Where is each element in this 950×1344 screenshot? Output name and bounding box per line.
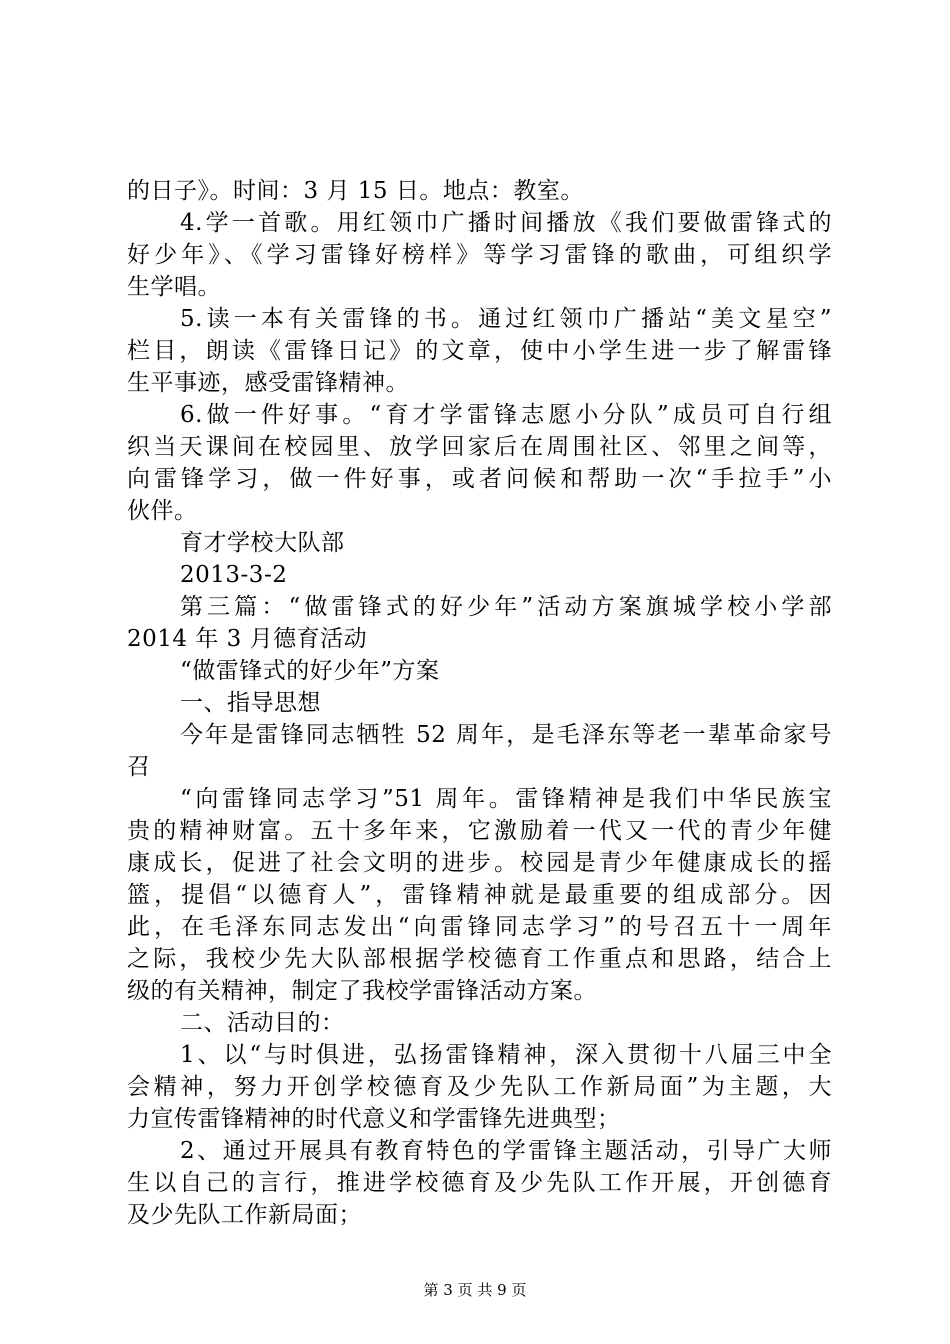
- text-line: 2014 年 3 月德育活动: [127, 626, 368, 652]
- text-line: 生平事迹，感受雷锋精神。: [127, 370, 409, 396]
- text-line: 生学唱。: [127, 274, 221, 300]
- text-line: 栏目，朗读《雷锋日记》的文章，使中小学生进一步了解雷锋: [127, 338, 832, 364]
- text-line: 之际，我校少先大队部根据学校德育工作重点和思路，结合上: [127, 946, 832, 972]
- plan-title: “做雷锋式的好少年”方案: [180, 658, 440, 684]
- text-line: 篮，提倡“以德育人”，雷锋精神就是最重要的组成部分。因: [127, 882, 832, 908]
- text-line: 级的有关精神，制定了我校学雷锋活动方案。: [127, 978, 597, 1004]
- text-line: 召: [127, 754, 151, 780]
- page-number: 第 3 页 共 9 页: [423, 1281, 527, 1299]
- subheading: 一、指导思想: [180, 690, 321, 716]
- text-line: 康成长，促进了社会文明的进步。校园是青少年健康成长的摇: [127, 850, 832, 876]
- text-line: 贵的精神财富。五十多年来，它激励着一代又一代的青少年健: [127, 818, 832, 844]
- text-line: 力宣传雷锋精神的时代意义和学雷锋先进典型；: [127, 1106, 621, 1132]
- signature-org: 育才学校大队部: [180, 530, 345, 556]
- text-line: 的日子》。时间：3 月 15 日。地点：教室。: [127, 178, 584, 204]
- subheading: 二、活动目的：: [180, 1010, 345, 1036]
- text-line: 此，在毛泽东同志发出“向雷锋同志学习”的号召五十一周年: [127, 914, 832, 940]
- text-line: 1、以“与时俱进，弘扬雷锋精神，深入贯彻十八届三中全: [180, 1042, 832, 1068]
- section-heading: 第三篇：“做雷锋式的好少年”活动方案旗城学校小学部: [180, 594, 832, 620]
- text-line: 5.读一本有关雷锋的书。通过红领巾广播站“美文星空”: [180, 306, 832, 332]
- text-line: 向雷锋学习，做一件好事，或者问候和帮助一次“手拉手”小: [127, 466, 832, 492]
- text-line: 今年是雷锋同志牺牲 52 周年，是毛泽东等老一辈革命家号: [180, 722, 832, 748]
- text-line: 2、通过开展具有教育特色的学雷锋主题活动，引导广大师: [180, 1138, 832, 1164]
- text-line: 好少年》、《学习雷锋好榜样》等学习雷锋的歌曲，可组织学: [127, 242, 832, 268]
- text-line: 6.做一件好事。“育才学雷锋志愿小分队”成员可自行组: [180, 402, 832, 428]
- text-line: 及少先队工作新局面；: [127, 1202, 362, 1228]
- text-line: 织当天课间在校园里、放学回家后在周围社区、邻里之间等，: [127, 434, 832, 460]
- text-line: 伙伴。: [127, 498, 198, 524]
- text-line: “向雷锋同志学习”51 周年。雷锋精神是我们中华民族宝: [180, 786, 832, 812]
- signature-date: 2013-3-2: [180, 562, 288, 588]
- text-line: 4.学一首歌。用红领巾广播时间播放《我们要做雷锋式的: [180, 210, 832, 236]
- text-line: 会精神，努力开创学校德育及少先队工作新局面”为主题，大: [127, 1074, 832, 1100]
- text-line: 生以自己的言行，推进学校德育及少先队工作开展，开创德育: [127, 1170, 832, 1196]
